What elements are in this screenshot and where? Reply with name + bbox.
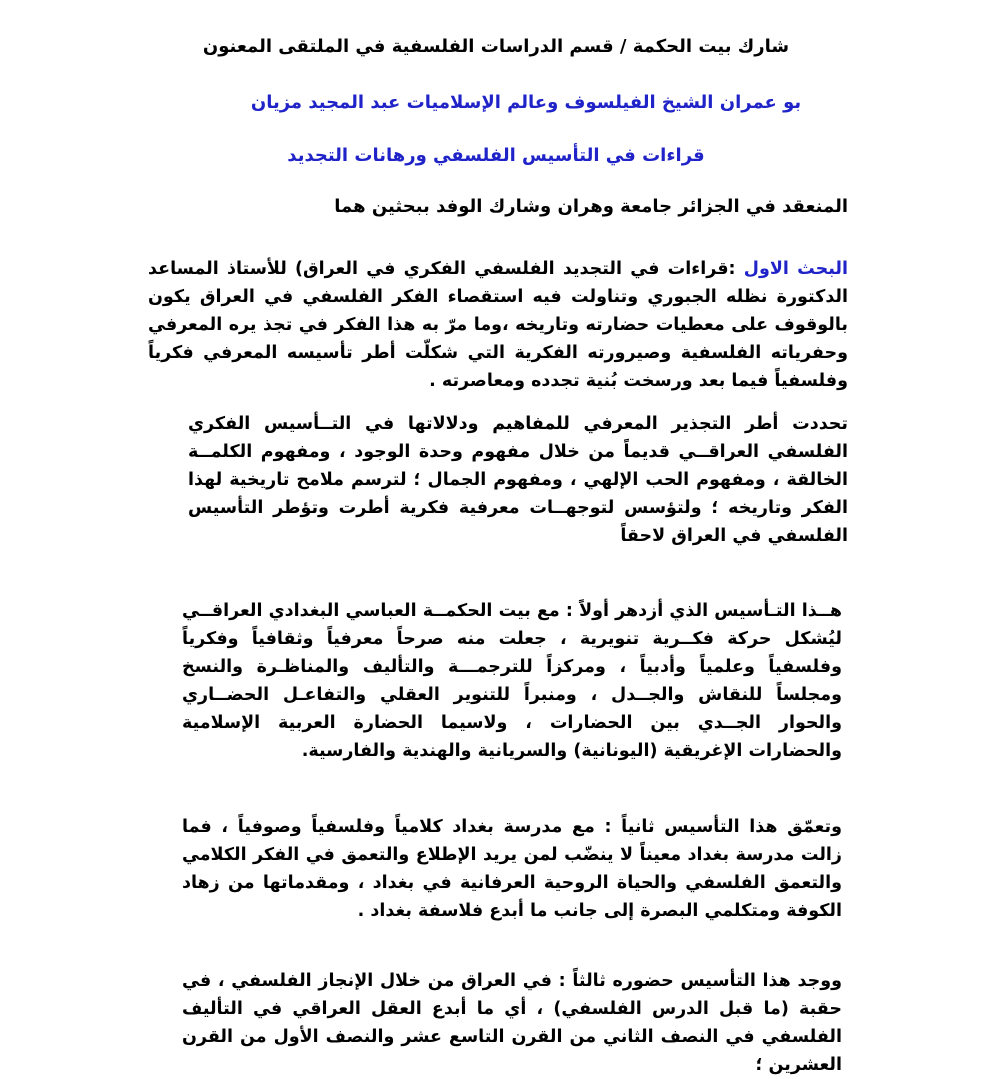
- paragraph-second-deepening: وتعمّق هذا التأسيس ثانياً : مع مدرسة بغداد كلامياً وفلسفياً وصوفياً ، فما زالت مدرسة بغداد معيناً لا ينضّب لمن يريد الإطلاع والتعمق في الفكر الكلامي والتعمق الفلسفي والحياة الروحية العرفانية في بغداد ، ومقدماتها من زهاد الكوفة ومتكلمي البصرة إلى جانب ما أبدع فلاسفة بغداد .: [182, 817, 842, 921]
- paragraph-first-flourish: هــذا التـأسيس الذي أزدهر أولاً : مع بيت الحكمــة العباسي البغدادي العراقــي ليُشكل حركة فكــرية تنويرية ، جعلت منه صرحاً معرفياً وثقافياً وفكرياً وفلسفياً وعلمياً وأدبياً ، ومركزاً للترجمـــة والتأليف والمناظـرة والنسخ ومجلساً للنقاش والجــدل ، ومنبراً للتنوير العقلي والتفاعـل الحضــاري والحوار الجــدي بين الحضارات ، ولاسيما الحضارة العربية الإسلامية والحضارات الإغريقية (اليونانية) والسريانية والهندية والفارسية.: [182, 601, 842, 761]
- paragraph-third-presence: ووجد هذا التأسيس حضوره ثالثاً : في العراق من خلال الإنجاز الفلسفي ، في حقبة (ما قبل الدرس الفلسفي) ، أي ما أبدع العقل العراقي في التأليف الفلسفي في النصف الثاني من القرن التاسع عشر والنصف الأول من القرن العشرين ؛: [182, 971, 842, 1075]
- research-1-text: :قراءات في التجديد الفلسفي الفكري في العراق) للأستاذ المساعد الدكتورة نظله الجبوري وتناولت فيه استقصاء الفكر الفلسفي في العراق يكون بالوقوف على معطيات حضارته وتاريخه ،وما مرّ به هذا الفكر في تجذ يره المعرفي وحفرياته الفلسفية وصيرورته الفكرية التي شكلّت أطر تأسيسه المعرفي فكرياً وفلسفياً فيما بعد ورسخت بُنية تجدده ومعاصرته .: [148, 259, 848, 391]
- header-line-2: بو عمران الشيخ الفيلسوف وعالم الإسلاميات عبد المجيد مزيان: [250, 92, 802, 113]
- header-line-1: شارك بيت الحكمة / قسم الدراسات الفلسفية في الملتقى المعنون: [202, 36, 790, 57]
- research-1-label: البحث الاول: [743, 259, 848, 279]
- research-1-paragraph: [148, 255, 848, 395]
- header-line-3: قراءات في التأسيس الفلسفي ورهانات التجديد: [287, 145, 705, 166]
- intro-line: المنعقد في الجزائر جامعة وهران وشارك الوفد ببحثين هما: [334, 196, 848, 217]
- paragraph-foundations: تحددت أطر التجذير المعرفي للمفاهيم ودلالاتها في التــأسيس الفكري الفلسفي العراقــي قديماً من خلال مفهوم وحدة الوجود ، ومفهوم الكلمــة الخالقة ، ومفهوم الحب الإلهي ، ومفهوم الجمال ؛ لترسم ملامح تاريخية لهذا الفكر وتاريخه ؛ ولتؤسس لتوجهــات معرفية فكرية أطرت وتؤطر التأسيس الفلسفي في العراق لاحقاً: [188, 414, 848, 546]
